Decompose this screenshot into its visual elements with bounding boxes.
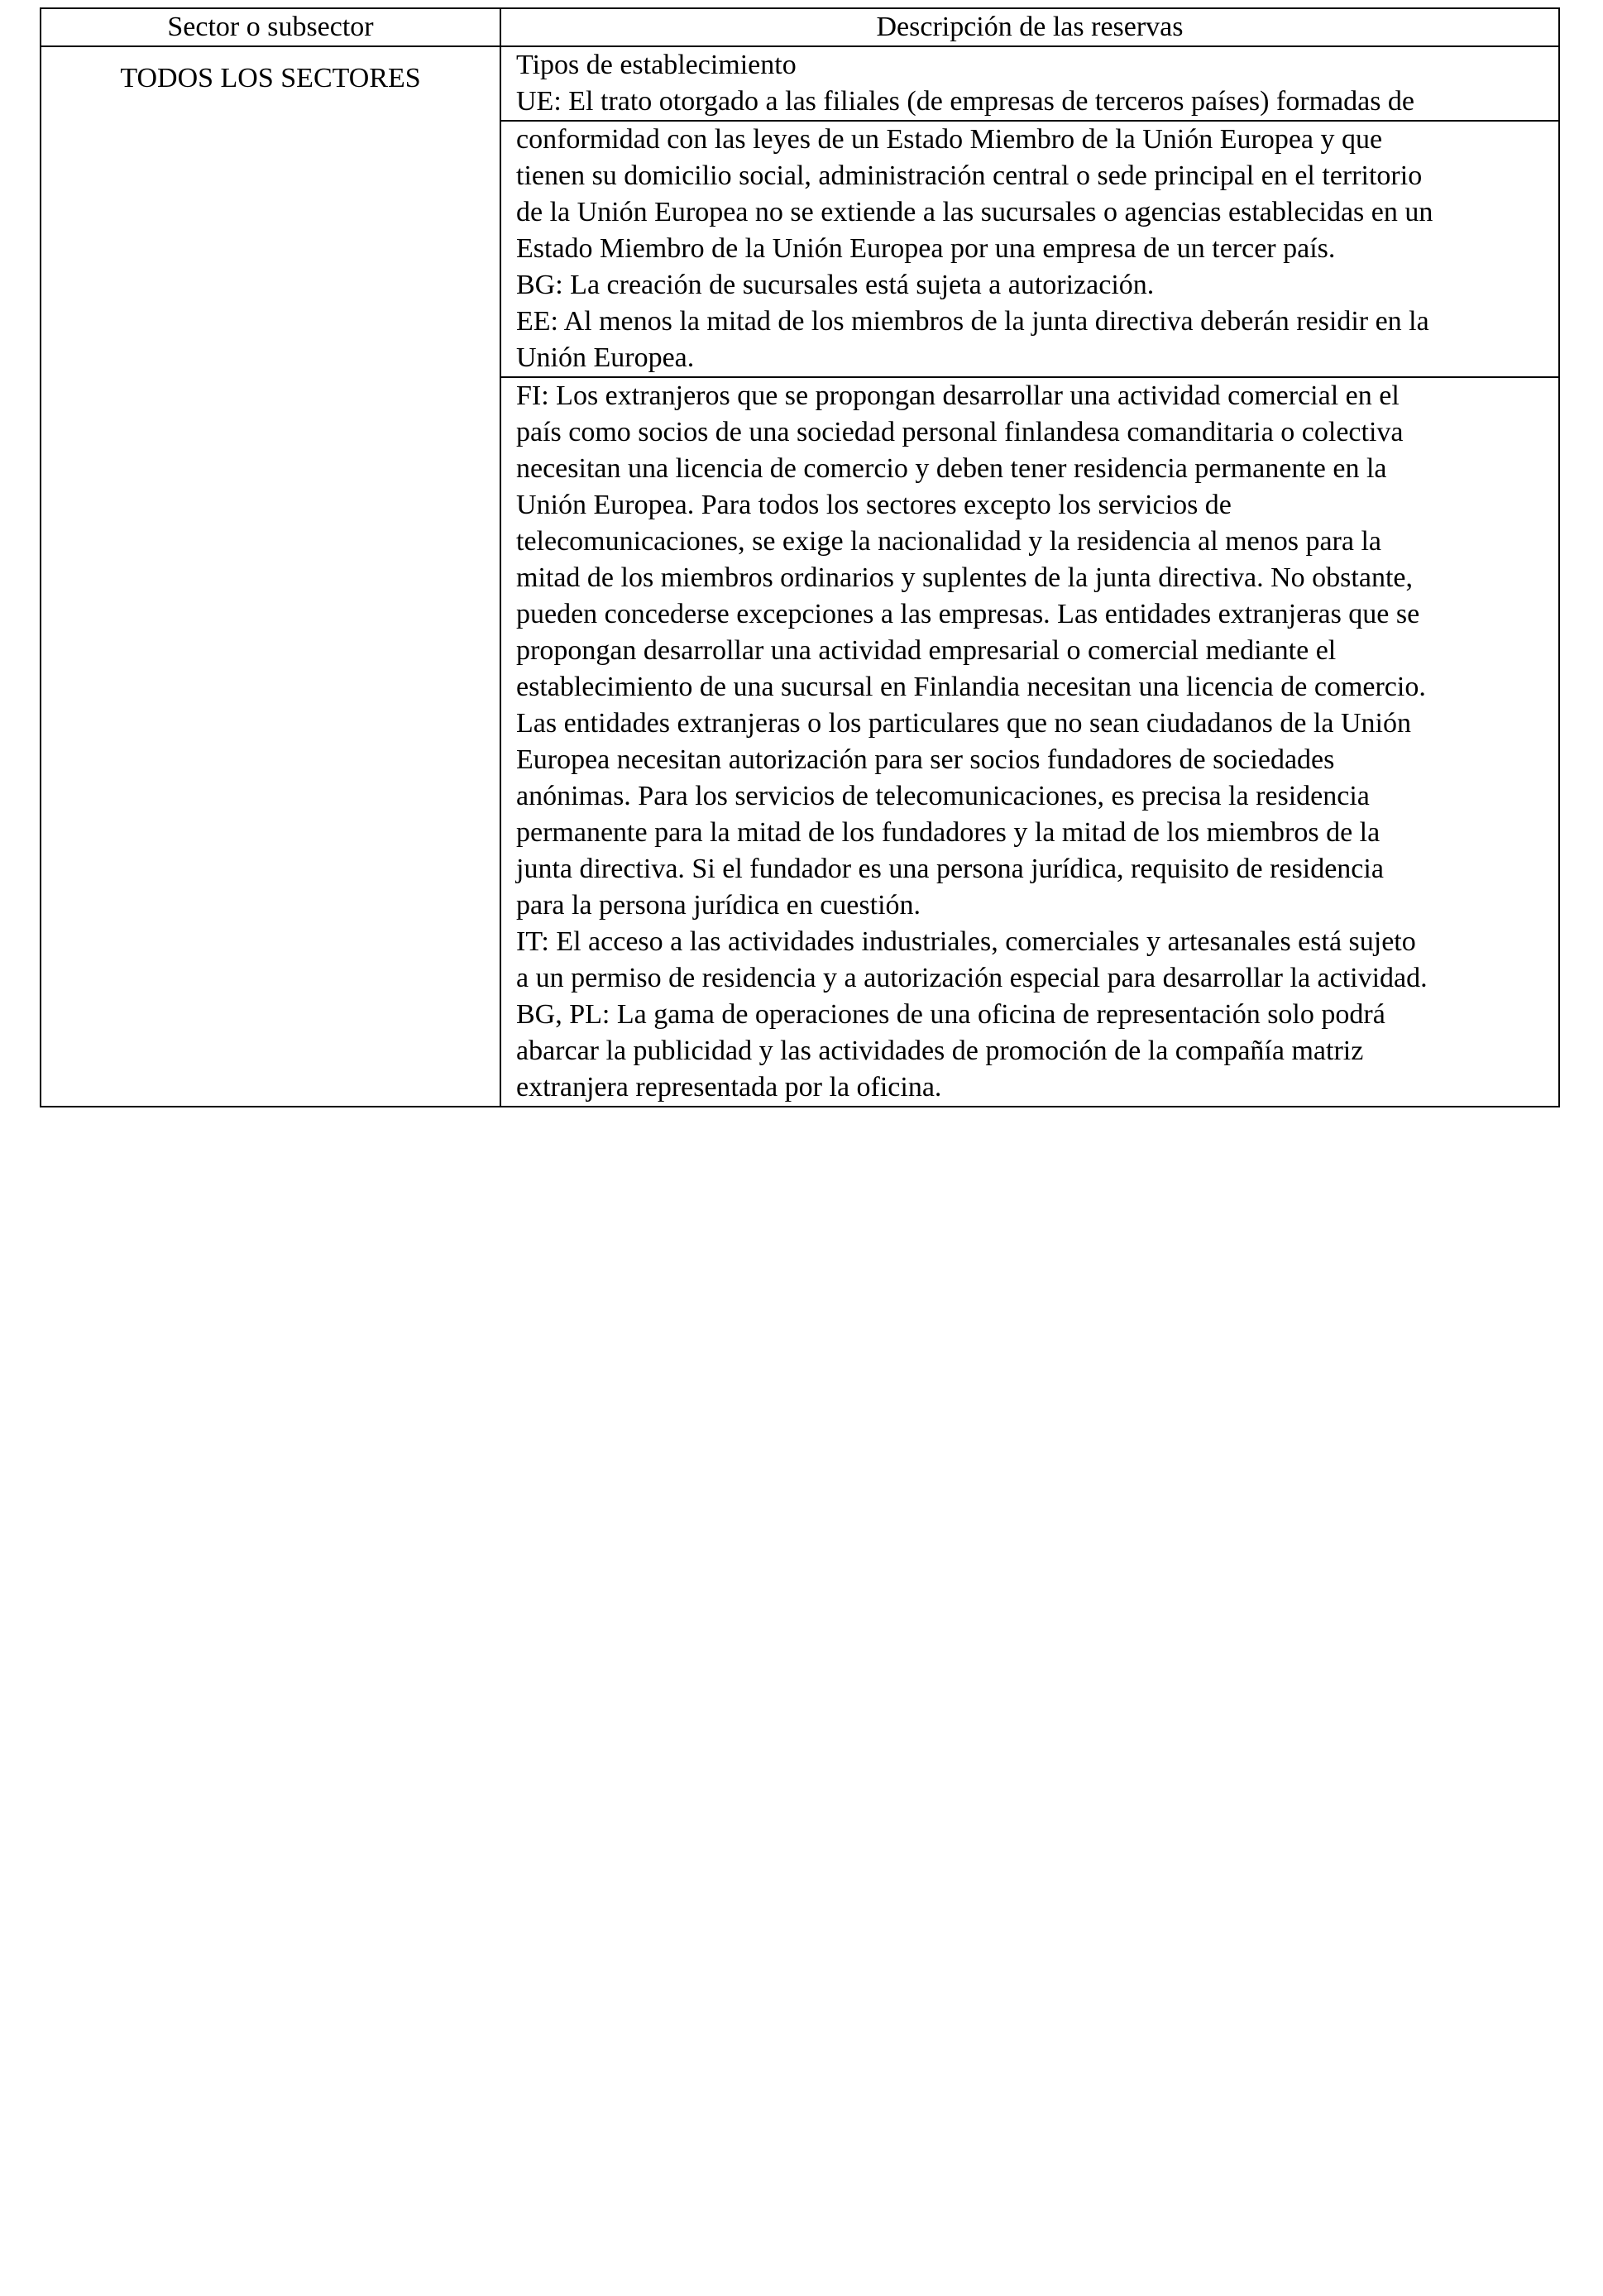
text-line: anónimas. Para los servicios de telecomunicaciones, es precisa la residencia <box>516 781 1370 811</box>
text-line: extranjera representada por la oficina. <box>516 1072 942 1103</box>
text-line: telecomunicaciones, se exige la nacionalidad y la residencia al menos para la <box>516 526 1381 557</box>
text-line: Tipos de establecimiento <box>516 50 797 80</box>
sector-cell <box>41 46 500 1107</box>
text-line: EE: Al menos la mitad de los miembros de la junta directiva deberán residir en la <box>516 306 1429 337</box>
sector-name: TODOS LOS SECTORES <box>120 63 421 93</box>
text-line: junta directiva. Si el fundador es una persona jurídica, requisito de residencia <box>516 854 1384 884</box>
text-line: para la persona jurídica en cuestión. <box>516 890 921 921</box>
text-line: IT: El acceso a las actividades industriales, comerciales y artesanales está sujeto <box>516 926 1416 957</box>
reservations-table <box>40 7 1560 1107</box>
text-line: propongan desarrollar una actividad empresarial o comercial mediante el <box>516 635 1337 666</box>
text-line: abarcar la publicidad y las actividades de promoción de la compañía matriz <box>516 1036 1364 1066</box>
text-line: pueden concederse excepciones a las empresas. Las entidades extranjeras que se <box>516 599 1420 629</box>
sector-column-header: Sector o subsector <box>41 8 500 46</box>
text-line: de la Unión Europea no se extiende a las sucursales o agencias establecidas en un <box>516 197 1433 227</box>
text-line: necesitan una licencia de comercio y deben tener residencia permanente en la <box>516 453 1387 484</box>
text-line: Unión Europea. Para todos los sectores excepto los servicios de <box>516 490 1232 520</box>
text-line: Europea necesitan autorización para ser socios fundadores de sociedades <box>516 744 1335 775</box>
table-row <box>41 46 1559 121</box>
description-block-intro <box>500 46 1559 121</box>
description-block-fi-it-bg-pl <box>500 377 1559 1107</box>
description-column-header: Descripción de las reservas <box>500 8 1559 46</box>
text-line: BG: La creación de sucursales está sujeta a autorización. <box>516 270 1155 300</box>
text-line: establecimiento de una sucursal en Finlandia necesitan una licencia de comercio. <box>516 672 1426 702</box>
text-line: mitad de los miembros ordinarios y suplentes de la junta directiva. No obstante, <box>516 562 1413 593</box>
text-line: Estado Miembro de la Unión Europea por una empresa de un tercer país. <box>516 233 1336 264</box>
text-line: FI: Los extranjeros que se propongan desarrollar una actividad comercial en el <box>516 380 1400 411</box>
text-line: UE: El trato otorgado a las filiales (de empresas de terceros países) formadas de <box>516 86 1415 117</box>
text-line: tienen su domicilio social, administración central o sede principal en el territorio <box>516 160 1423 191</box>
text-line: BG, PL: La gama de operaciones de una oficina de representación solo podrá <box>516 999 1385 1030</box>
text-line: a un permiso de residencia y a autorización especial para desarrollar la actividad. <box>516 963 1428 993</box>
description-block-eu-bg-ee <box>500 121 1559 377</box>
text-line: conformidad con las leyes de un Estado Miembro de la Unión Europea y que <box>516 124 1383 155</box>
table-header-row <box>41 8 1559 46</box>
text-line: Las entidades extranjeras o los particulares que no sean ciudadanos de la Unión <box>516 708 1411 739</box>
text-line: Unión Europea. <box>516 342 695 373</box>
text-line: país como socios de una sociedad personal finlandesa comanditaria o colectiva <box>516 417 1404 447</box>
text-line: permanente para la mitad de los fundadores y la mitad de los miembros de la <box>516 817 1380 848</box>
